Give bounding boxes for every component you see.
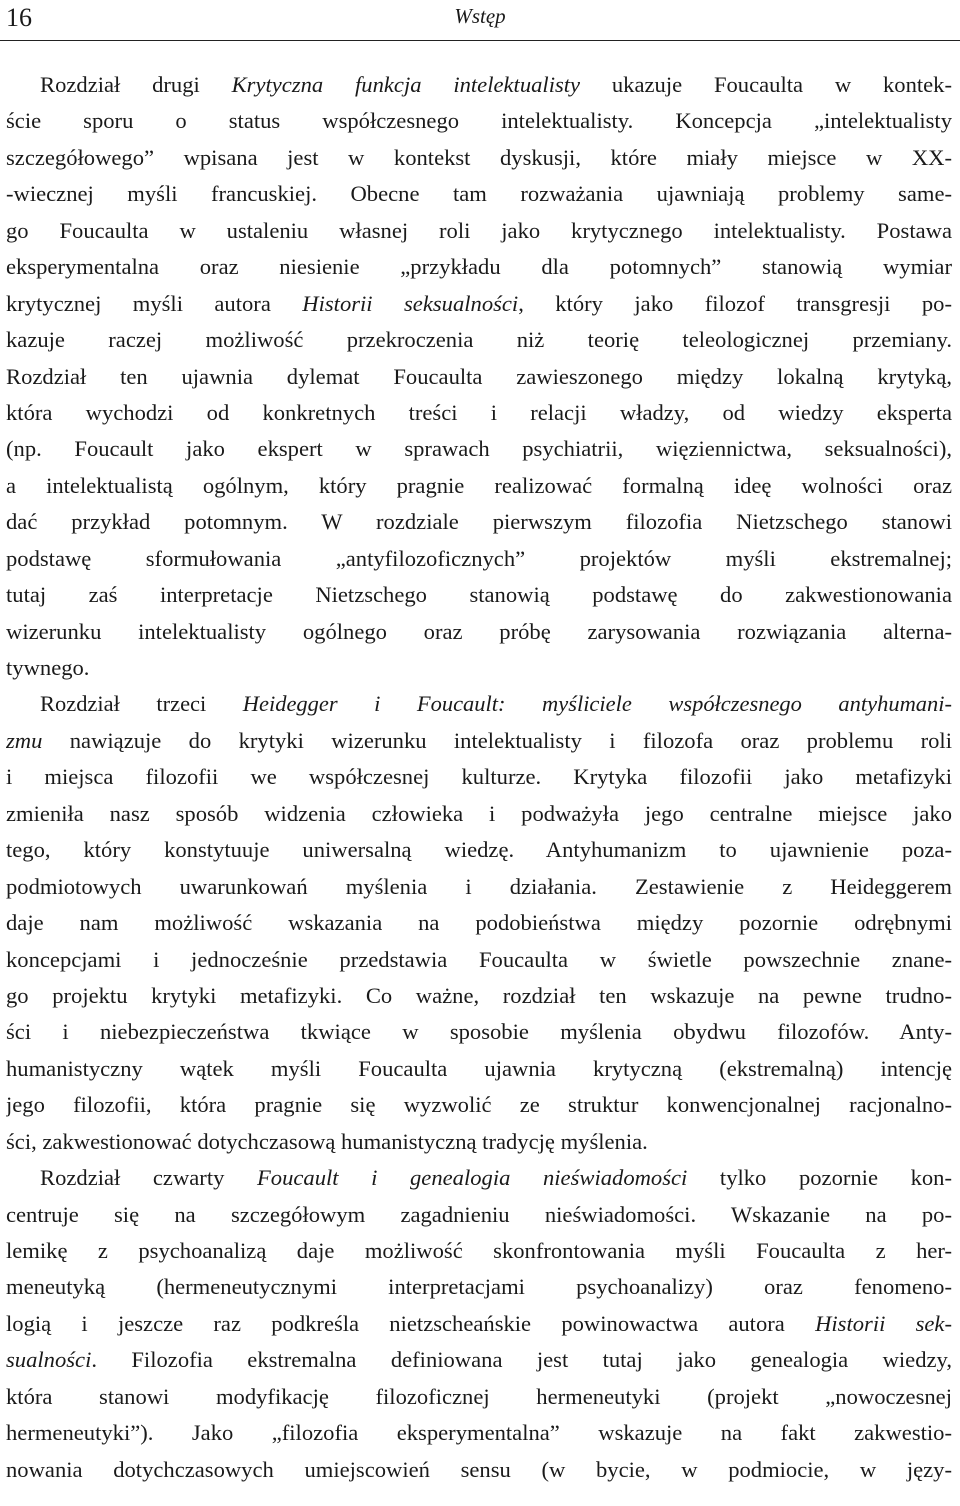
text-segment: eksperymentalna oraz niesienie „przykładu dla potomnych” stanowią wymiar: [6, 254, 952, 280]
italic-title-segment: Heidegger i Foucault: myśliciele współczesnego antyhumani-: [242, 691, 952, 717]
text-line: [6, 1197, 952, 1233]
text-line: [6, 978, 952, 1014]
text-segment: podmiotowych uwarunkowań myślenia i działania. Zestawienie z Heideggerem: [6, 873, 952, 899]
text-segment: meneutyką (hermeneutycznymi interpretacjami psychoanalizy) oraz fenomeno-: [6, 1274, 952, 1300]
text-line: [6, 286, 952, 322]
text-segment: która stanowi modyfikację filozoficznej hermeneutyki (projekt „nowoczesnej: [6, 1383, 952, 1409]
page-number: 16: [6, 3, 32, 32]
text-line: [6, 1415, 952, 1451]
text-segment: krytycznej myśli autora: [6, 290, 303, 316]
text-segment: dać przykład potomnym. W rozdziale pierwszym filozofia Nietzschego stanowi: [6, 509, 952, 535]
text-segment: ście sporu o status współczesnego intelektualisty. Koncepcja „intelektualisty: [6, 108, 952, 134]
italic-title-segment: Historii sek-: [815, 1310, 952, 1336]
text-line: [6, 67, 952, 103]
text-segment: podstawę sformułowania „antyfilozoficznych” projektów myśli ekstremalnej;: [6, 545, 952, 571]
text-line: [6, 650, 952, 686]
text-segment: a intelektualistą ogólnym, który pragnie realizować formalną ideę wolności oraz: [6, 472, 952, 498]
text-segment: ści, zakwestionować dotychczasową humanistyczną tradycję myślenia.: [6, 1128, 648, 1154]
text-segment: (np. Foucault jako ekspert w sprawach psychiatrii, więziennictwa, seksualności),: [6, 436, 952, 462]
text-line: [6, 431, 952, 467]
text-line: [6, 468, 952, 504]
text-line: [6, 1124, 952, 1160]
text-segment: hermeneutyki”). Jako „filozofia eksperymentalna” wskazuje na fakt zakwestio-: [6, 1420, 952, 1446]
text-line: [6, 103, 952, 139]
text-segment: nawiązuje do krytyki wizerunku intelektualisty i filozofa oraz problemu roli: [42, 727, 952, 753]
text-segment: ści i niebezpieczeństwa tkwiące w sposobie myślenia obydwu filozofów. Anty-: [6, 1019, 952, 1045]
text-line: [6, 322, 952, 358]
text-line: [6, 1306, 952, 1342]
text-line: [6, 504, 952, 540]
text-segment: go projektu krytyki metafizyki. Co ważne, rozdział ten wskazuje na pewne trudno-: [6, 982, 952, 1008]
text-segment: tego, który konstytuuje uniwersalną wiedzę. Antyhumanizm to ujawnienie poza-: [6, 837, 952, 863]
text-line: [6, 869, 952, 905]
text-segment: Rozdział trzeci: [40, 691, 243, 717]
text-line: [6, 1452, 952, 1488]
text-segment: daje nam możliwość wskazania na podobieństwa między pozornie odrębnymi: [6, 910, 952, 936]
text-segment: kazuje raczej możliwość przekroczenia niż teorię teleologicznej przemiany.: [6, 327, 952, 353]
text-line: [6, 614, 952, 650]
text-segment: tywnego.: [6, 655, 90, 680]
text-segment: tylko pozornie kon-: [687, 1165, 952, 1191]
text-line: [6, 1233, 952, 1269]
text-line: [6, 577, 952, 613]
italic-title-segment: zmu: [6, 727, 43, 753]
text-segment: lemikę z psychoanalizą daje możliwość skonfrontowania myśli Foucaulta z her-: [6, 1238, 952, 1263]
text-segment: wizerunku intelektualisty ogólnego oraz próbę zarysowania rozwiązania alterna-: [6, 618, 952, 644]
text-segment: szczegółowego” wpisana jest w kontekst dyskusji, które miały miejsce w XX-: [6, 144, 952, 170]
text-line: [6, 395, 952, 431]
text-segment: go Foucaulta w ustaleniu własnej roli jako krytycznego intelektualisty. Postawa: [6, 217, 952, 243]
text-line: [6, 686, 952, 722]
text-line: [6, 1379, 952, 1415]
text-line: [6, 1269, 952, 1305]
text-segment: Rozdział ten ujawnia dylemat Foucaulta zawieszonego między lokalną krytyką,: [6, 363, 952, 389]
page-header: [0, 0, 960, 41]
text-segment: koncepcjami i jednocześnie przedstawia Foucaulta w świetle powszechnie znane-: [6, 946, 952, 972]
text-segment: . Filozofia ekstremalna definiowana jest tutaj jako genealogia wiedzy,: [91, 1347, 952, 1373]
text-segment: , który jako filozof transgresji po-: [518, 290, 952, 316]
text-line: [6, 1342, 952, 1378]
text-segment: Rozdział czwarty: [40, 1165, 257, 1191]
italic-title-segment: Krytyczna funkcja intelektualisty: [231, 72, 581, 97]
text-segment: centruje się na szczegółowym zagadnieniu nieświadomości. Wskazanie na po-: [6, 1201, 952, 1227]
text-line: [6, 759, 952, 795]
text-line: [6, 796, 952, 832]
text-line: [6, 1087, 952, 1123]
running-title: Wstęp: [454, 4, 506, 28]
italic-title-segment: Historii seksualności: [302, 290, 519, 316]
text-line: [6, 723, 952, 759]
text-line: [6, 942, 952, 978]
italic-title-segment: sualności: [6, 1347, 92, 1373]
body-text: [6, 67, 952, 1488]
text-line: [6, 249, 952, 285]
text-segment: humanistyczny wątek myśli Foucaulta ujawnia krytyczną (ekstremalną) intencję: [6, 1055, 952, 1081]
text-segment: jego filozofii, która pragnie się wyzwolić ze struktur konwencjonalnej racjonalno-: [6, 1092, 952, 1118]
text-segment: zmieniła nasz sposób widzenia człowieka i podważyła jego centralne miejsce jako: [6, 800, 952, 826]
text-segment: ukazuje Foucaulta w kontek-: [580, 72, 952, 97]
text-segment: i miejsca filozofii we współczesnej kulturze. Krytyka filozofii jako metafizyki: [6, 764, 952, 790]
text-line: [6, 1051, 952, 1087]
text-line: [6, 213, 952, 249]
text-segment: -wiecznej myśli francuskiej. Obecne tam rozważania ujawniają problemy same-: [6, 181, 952, 207]
text-line: [6, 1160, 952, 1196]
text-line: [6, 905, 952, 941]
text-line: [6, 832, 952, 868]
text-line: [6, 1014, 952, 1050]
text-segment: która wychodzi od konkretnych treści i relacji władzy, od wiedzy eksperta: [6, 399, 952, 425]
text-line: [6, 541, 952, 577]
text-segment: nowania dotychczasowych umiejscowień sensu (w bycie, w podmiocie, w języ-: [6, 1456, 952, 1482]
text-segment: Rozdział drugi: [40, 72, 232, 97]
text-line: [6, 176, 952, 212]
text-line: [6, 140, 952, 176]
italic-title-segment: Foucault i genealogia nieświadomości: [256, 1165, 688, 1191]
text-line: [6, 359, 952, 395]
text-segment: tutaj zaś interpretacje Nietzschego stanowią podstawę do zakwestionowania: [6, 582, 952, 608]
text-segment: logią i jeszcze raz podkreśla nietzscheańskie powinowactwa autora: [6, 1310, 816, 1336]
